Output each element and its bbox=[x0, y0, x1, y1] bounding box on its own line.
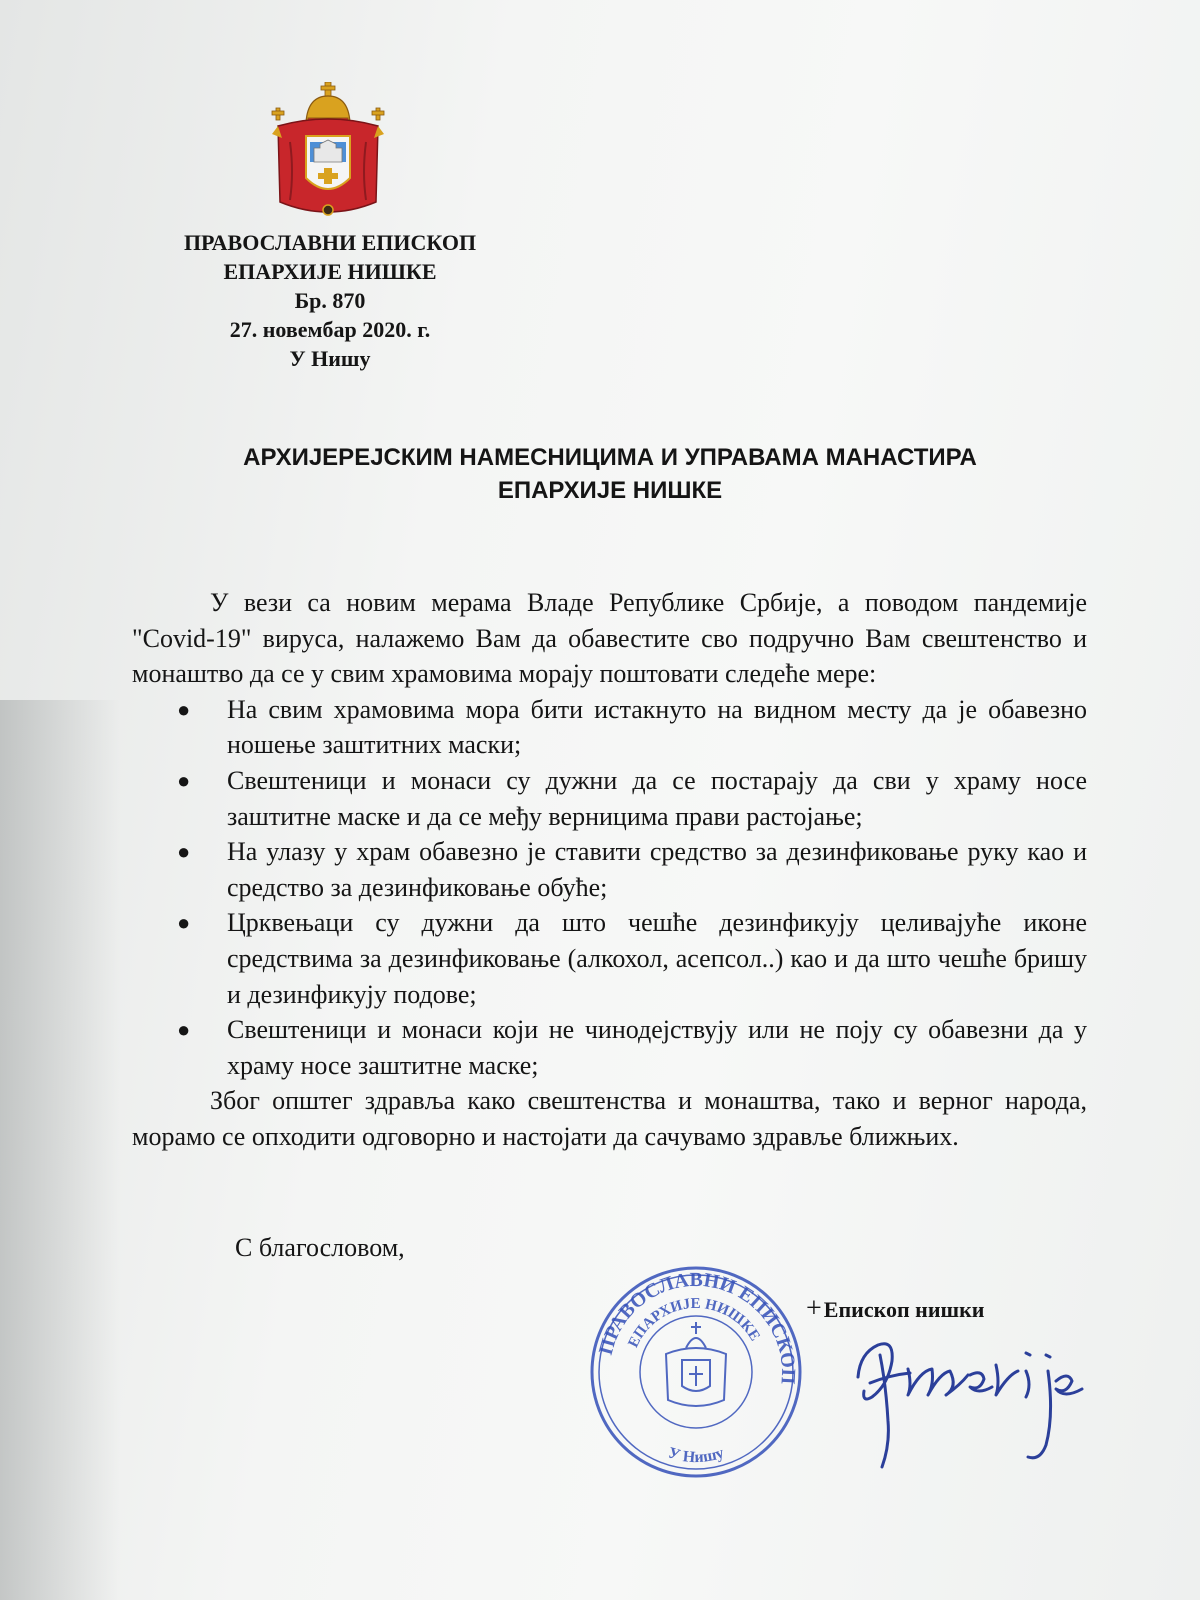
page-shadow bbox=[0, 700, 120, 1600]
measure-text: На улазу у храм обавезно је ставити средство за дезинфиковање руку као и средство за дезинфиковање обуће; bbox=[227, 837, 1087, 902]
measure-text: Свештеници и монаси који не чинодејствују или не поју су обавезни да у храму носе заштитне маске; bbox=[227, 1015, 1087, 1080]
bullet-icon: ● bbox=[177, 839, 191, 865]
measure-item bbox=[132, 905, 1087, 1012]
stamp-crest-icon bbox=[666, 1322, 726, 1406]
closing-salutation: С благословом, bbox=[235, 1233, 405, 1262]
letterhead-line1: ПРАВОСЛАВНИ ЕПИСКОП bbox=[183, 230, 477, 255]
bullet-icon: ● bbox=[177, 696, 191, 722]
intro-paragraph: У вези са новим мерама Владе Републике Србије, а поводом пандемије "Covid-19" вируса, налажемо Вам да обавестите сво подручно Вам свештенство и монаштво да се у свим храмовима морају поштовати следеће мере: bbox=[132, 588, 1087, 689]
measure-item bbox=[132, 763, 1087, 834]
title-line1: АРХИЈЕРЕЈСКИМ НАМЕСНИЦИМА И УПРАВАМА МАНАСТИРА bbox=[243, 444, 977, 471]
bishop-title-text: Епископ нишки bbox=[823, 1297, 985, 1322]
bishop-title bbox=[806, 1293, 984, 1325]
stamp-inner-text: ЕПАРХИЈЕ НИШКЕ bbox=[625, 1295, 763, 1351]
measure-text: Црквењаци су дужни да што чешће дезинфикују целивајуће иконе средствима за дезинфиковање (алкохол, асепсол..) као и да што чешће бришу и дезинфикују подове; bbox=[227, 908, 1087, 1009]
handwritten-signature bbox=[850, 1325, 1090, 1475]
letter-title bbox=[120, 441, 1100, 507]
svg-text:У Нишу bbox=[666, 1444, 726, 1466]
document-date: 27. новембар 2020. г. bbox=[229, 317, 431, 342]
letterhead bbox=[130, 228, 530, 373]
measures-list bbox=[132, 692, 1087, 1084]
bullet-icon: ● bbox=[177, 767, 191, 793]
letterhead-line2: ЕПАРХИЈЕ НИШКЕ bbox=[223, 259, 437, 284]
title-line2: ЕПАРХИЈЕ НИШКЕ bbox=[497, 477, 723, 504]
cross-icon: + bbox=[806, 1293, 822, 1324]
bullet-icon: ● bbox=[177, 1017, 191, 1043]
measure-item bbox=[132, 834, 1087, 905]
measure-item bbox=[132, 692, 1087, 763]
official-stamp bbox=[586, 1262, 806, 1482]
measure-text: Свештеници и монаси су дужни да се постарају да сви у храму носе заштитне маске и да се међу верницима прави растојање; bbox=[227, 765, 1087, 831]
bullet-icon: ● bbox=[177, 910, 191, 936]
conclusion-paragraph: Због општег здравља како свештенства и монаштва, тако и верног народа, морамо се опходити одговорно и настојати да сачувамо здравље ближњих. bbox=[132, 1086, 1087, 1151]
document-place: У Нишу bbox=[289, 346, 371, 371]
stamp-outer-text: ПРАВОСЛАВНИ ЕПИСКОП bbox=[594, 1268, 800, 1385]
letter-body bbox=[132, 585, 1087, 1155]
measure-text: На свим храмовима мора бити истакнуто на видном месту да је обавезно ношење заштитних маски; bbox=[227, 694, 1087, 760]
document-number: Бр. 870 bbox=[294, 288, 366, 313]
stamp-bottom-text: У Нишу bbox=[666, 1444, 727, 1467]
measure-item bbox=[132, 1012, 1087, 1083]
eparchy-coat-of-arms bbox=[268, 82, 388, 227]
